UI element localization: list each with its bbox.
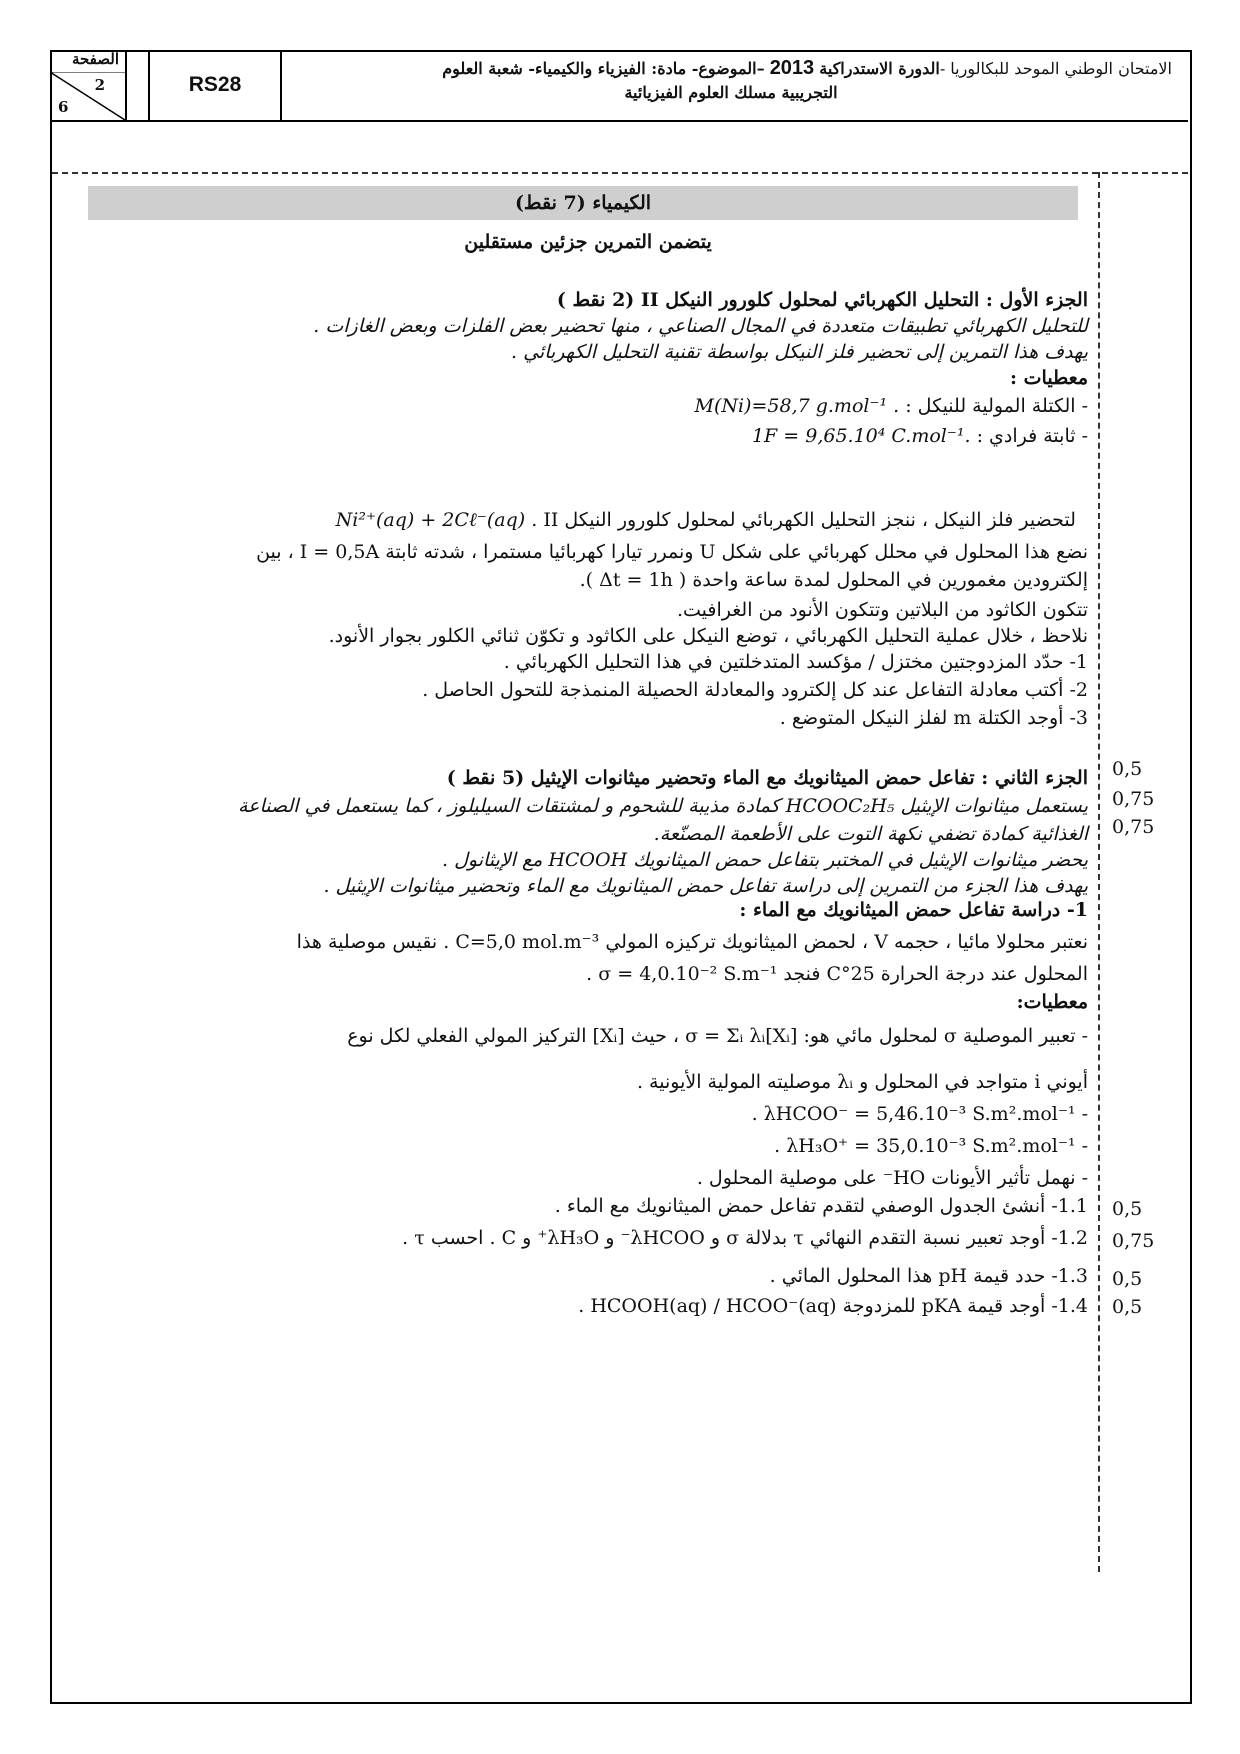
exam-header (50, 50, 1188, 122)
page-total: 6 (58, 98, 69, 116)
p1-line-1-text: لتحضير فلز النيكل ، ننجز التحليل الكهربائي لمحلول كلورور النيكل II (537, 509, 1076, 531)
question-2: 2- أكتب معادلة التفاعل عند كل إلكترود والمعادلة الحصيلة المنمذجة للتحول الحاصل . (422, 679, 1088, 701)
data-heading: معطيات : (1010, 367, 1088, 389)
question-1-1: 1.1- أنشئ الجدول الوصفي لتقدم تفاعل حمض الميثانويك مع الماء . (554, 1195, 1088, 1217)
nickel-chloride-formula: Ni²⁺(aq) + 2Cℓ⁻(aq) . (335, 509, 538, 531)
part1-intro-1: للتحليل الكهربائي تطبيقات متعددة في المجال الصناعي ، منها تحضير بعض الفلزات وبعض الغازات . (313, 315, 1088, 337)
exam-code: RS28 (148, 50, 282, 120)
sub1-title: 1- دراسة تفاعل حمض الميثانويك مع الماء : (739, 899, 1088, 921)
p1-line-1 (88, 506, 1088, 534)
question-1-4: 1.4- أوجد قيمة pKA للمزدوجة HCOOH(aq) / HCOO⁻(aq) . (578, 1295, 1088, 1317)
section-banner: الكيمياء (7 نقط) (88, 186, 1078, 220)
lambda-h3o: - λH₃O⁺ = 35,0.10⁻³ S.m².mol⁻¹ . (774, 1135, 1088, 1157)
lambda-hcoo: - λHCOO⁻ = 5,46.10⁻³ S.m².mol⁻¹ . (751, 1103, 1088, 1125)
page-number-box (50, 50, 127, 120)
d2-line-5: - نهمل تأثير الأيونات HO⁻ على موصلية المحلول . (696, 1167, 1088, 1189)
s1-line-1: نعتبر محلولا مائيا ، حجمه V ، لحمض الميثانويك تركيزه المولي C=5,0 mol.m⁻³ . نقيس موصلية هذا (296, 931, 1088, 953)
mark-q3: 0,75 (1112, 816, 1155, 838)
title-subject-bold: الفيزياء والكيمياء- شعبة العلوم (442, 59, 646, 78)
molar-mass-label: - الكتلة المولية للنيكل : (899, 395, 1088, 417)
mark-q13: 0,5 (1112, 1268, 1143, 1290)
exam-title (290, 56, 1172, 105)
mark-q14: 0,5 (1112, 1296, 1143, 1318)
s1-line-2: المحلول عند درجة الحرارة 25°C فنجد σ = 4,0.10⁻² S.m⁻¹ . (586, 963, 1088, 985)
p1-line-4: تتكون الكاثود من البلاتين وتتكون الأنود من الغرافيت. (676, 599, 1088, 621)
p1-line-2: نضع هذا المحلول في محلل كهربائي على شكل U ونمرر تيارا كهربائيا مستمرا ، شدته ثابتة I = 0,5A ، بين (256, 541, 1088, 563)
question-3: 3- أوجد الكتلة m لفلز النيكل المتوضع . (779, 707, 1088, 729)
title-session: الدورة الاستدراكية (819, 59, 940, 78)
mark-q1: 0,5 (1112, 758, 1143, 780)
part2-title: الجزء الثاني : تفاعل حمض الميثانويك مع الماء وتحضير ميثانوات الإيثيل (5 نقط ) (446, 767, 1088, 789)
question-1: 1- حدّد المزدوجتين مختزل / مؤكسد المتدخلتين في هذا التحليل الكهربائي . (503, 651, 1088, 673)
part2-intro-2: الغذائية كمادة تضفي نكهة التوت على الأطعمة المصنّعة. (653, 823, 1088, 845)
conductivity-formula: - تعبير الموصلية σ لمحلول مائي هو: σ = Σᵢ λᵢ[Xᵢ] ، حيث [Xᵢ] التركيز المولي الفعلي لكل نوع (347, 1025, 1088, 1047)
part1-intro-2: يهدف هذا التمرين إلى تحضير فلز النيكل بواسطة تقنية التحليل الكهربائي . (510, 341, 1088, 363)
page-number: 2 (94, 76, 105, 94)
dashed-separator (52, 172, 1188, 174)
d2-line-2: أيوني i متواجد في المحلول و λᵢ موصليته المولية الأيونية . (636, 1071, 1088, 1093)
p1-line-3: إلكترودين مغمورين في المحلول لمدة ساعة واحدة ( Δt = 1h ). (579, 569, 1088, 591)
intro-line: يتضمن التمرين جزئين مستقلين (464, 231, 712, 253)
part2-intro-1: يستعمل ميثانوات الإيثيل HCOOC₂H₅ كمادة مذيبة للشحوم و لمشتقات السيليلوز ، كما يستعمل في الصناعة (237, 795, 1088, 817)
faraday-value: 1F = 9,65.10⁴ C.mol⁻¹. (751, 425, 971, 447)
title-subject: –الموضوع- مادة: (645, 59, 765, 78)
part2-intro-4: يهدف هذا الجزء من التمرين إلى دراسة تفاعل حمض الميثانويك مع الماء وتحضير ميثانوات الإيثيل . (323, 875, 1088, 897)
page-label: الصفحة (71, 50, 119, 68)
mark-q11: 0,5 (1112, 1198, 1143, 1220)
molar-mass-line (88, 392, 1088, 420)
p1-line-5: نلاحظ ، خلال عملية التحليل الكهربائي ، توضع النيكل على الكاثود و تكوّن ثنائي الكلور بجوار الأنود. (328, 625, 1088, 647)
data2-heading: معطيات: (1016, 991, 1088, 1013)
molar-mass-value: M(Ni)=58,7 g.mol⁻¹ . (694, 395, 900, 417)
margin-separator (1098, 172, 1100, 1572)
faraday-label: - ثابتة فرادي : (970, 425, 1088, 447)
faraday-line (88, 422, 1088, 450)
mark-q2: 0,75 (1112, 788, 1155, 810)
question-1-3: 1.3- حدد قيمة pH هذا المحلول المائي . (769, 1265, 1088, 1287)
title-part1: الامتحان الوطني الموحد للبكالوريا - (939, 59, 1172, 78)
chemistry-section (88, 186, 1088, 1317)
title-line2: التجريبية مسلك العلوم الفيزيائية (624, 83, 838, 102)
mark-q12: 0,75 (1112, 1230, 1155, 1252)
part2-intro-3: يحضر ميثانوات الإيثيل في المختبر بتفاعل حمض الميثانويك HCOOH مع الإيثانول . (442, 849, 1088, 871)
part1-title: الجزء الأول : التحليل الكهربائي لمحلول كلورور النيكل II (2 نقط ) (556, 289, 1088, 311)
exam-year: 2013 (769, 57, 815, 79)
question-1-2: 1.2- أوجد تعبير نسبة التقدم النهائي τ بدلالة σ و λHCOO⁻ و λH₃O⁺ و C . احسب τ . (402, 1227, 1088, 1249)
